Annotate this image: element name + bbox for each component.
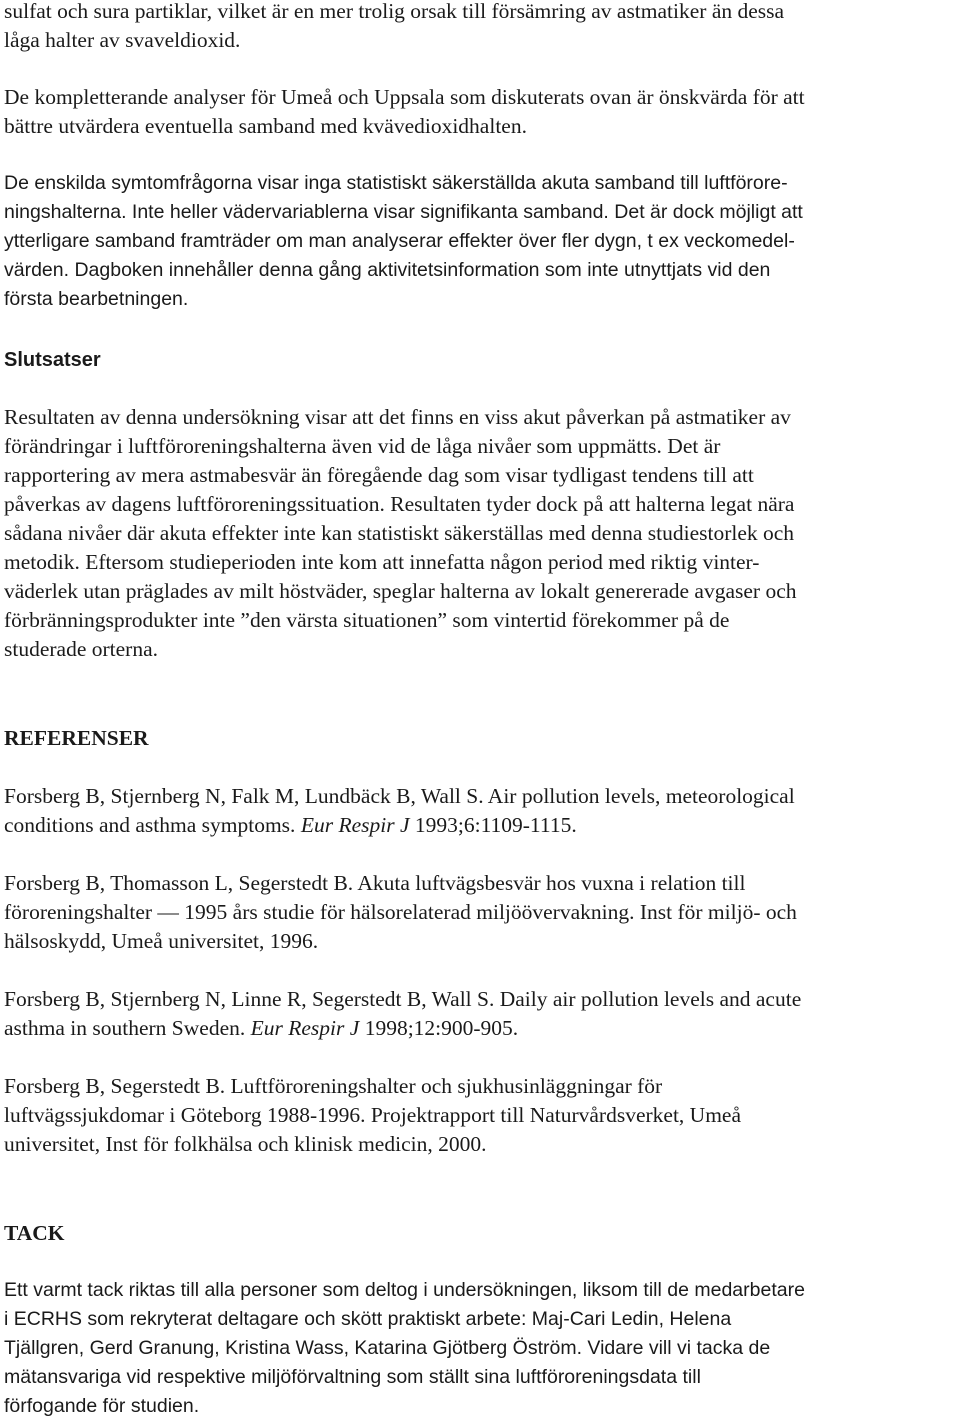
text-line: förfogande för studien. <box>4 1395 200 1417</box>
paragraph-intro <box>4 0 956 55</box>
text-line: Ett varmt tack riktas till alla personer som deltog i undersökningen, liksom till de medarbetare <box>4 1279 805 1301</box>
text-line: Tjällgren, Gerd Granung, Kristina Wass, Katarina Gjötberg Öström. Vidare vill vi tacka de <box>4 1337 771 1359</box>
heading-referenser: REFERENSER <box>4 726 149 750</box>
text-line: Forsberg B, Segerstedt B. Luftföroreningshalter och sjukhusinläggningar för <box>4 1074 663 1098</box>
paragraph-symptoms <box>4 169 956 314</box>
text-line: första bearbetningen. <box>4 288 189 310</box>
text-line: sådana nivåer där akuta effekter inte kan statistiskt säkerställas med denna studiestorlek och <box>4 521 795 545</box>
text-line: studerade orterna. <box>4 637 159 661</box>
text-line: föroreningshalter — 1995 års studie för hälsorelaterad miljöövervakning. Inst för miljö- och <box>4 900 797 924</box>
text-line <box>4 1014 956 1043</box>
text-line: Forsberg B, Thomasson L, Segerstedt B. Akuta luftvägsbesvär hos vuxna i relation till <box>4 871 746 895</box>
text-line: hälsoskydd, Umeå universitet, 1996. <box>4 929 319 953</box>
heading-tack: TACK <box>4 1221 65 1245</box>
text-line: låga halter av svaveldioxid. <box>4 28 241 52</box>
text-line: bättre utvärdera eventuella samband med kvävedioxidhalten. <box>4 114 527 138</box>
paragraph-complement <box>4 83 956 141</box>
journal-name: Eur Respir J <box>300 813 410 837</box>
reference-2 <box>4 869 956 956</box>
text-line: mätansvariga vid respektive miljöförvaltning som ställt sina luftföroreningsdata till <box>4 1366 701 1388</box>
text-line: väderlek utan präglades av milt höstväder, speglar halterna av lokalt genererade avgaser och <box>4 579 797 603</box>
text-line: förändringar i luftföroreningshalterna även vid de låga nivåer som uppmätts. Det är <box>4 434 721 458</box>
text-line: Forsberg B, Stjernberg N, Falk M, Lundbäck B, Wall S. Air pollution levels, meteorological <box>4 784 795 808</box>
text-line: förbränningsprodukter inte ”den värsta situationen” som vintertid förekommer på de <box>4 608 730 632</box>
text-line: luftvägssjukdomar i Göteborg 1988-1996. Projektrapport till Naturvårdsverket, Umeå <box>4 1103 742 1127</box>
paragraph-tack <box>4 1276 956 1421</box>
text-segment: asthma in southern Sweden. <box>4 1016 251 1040</box>
heading-slutsatser: Slutsatser <box>4 349 101 371</box>
text-line: värden. Dagboken innehåller denna gång aktivitetsinformation som inte utnyttjats vid den <box>4 259 771 281</box>
text-line: i ECRHS som rekryterat deltagare och skött praktiskt arbete: Maj-Cari Ledin, Helena <box>4 1308 732 1330</box>
text-segment: 1998;12:900-905. <box>359 1016 519 1040</box>
text-line: rapportering av mera astmabesvär än föregående dag som visar tydligast tendens till att <box>4 463 754 487</box>
text-line: De enskilda symtomfrågorna visar inga statistiskt säkerställda akuta samband till luftförore- <box>4 172 788 194</box>
reference-4 <box>4 1072 956 1159</box>
text-segment: 1993;6:1109-1115. <box>409 813 577 837</box>
text-line: universitet, Inst för folkhälsa och klinisk medicin, 2000. <box>4 1132 487 1156</box>
text-line: ytterligare samband framträder om man analyserar effekter över fler dygn, t ex veckomedel- <box>4 230 795 252</box>
text-line <box>4 811 956 840</box>
text-line: sulfat och sura partiklar, vilket är en mer trolig orsak till försämring av astmatiker än dessa <box>4 0 785 23</box>
reference-3 <box>4 985 956 1043</box>
reference-1 <box>4 782 956 840</box>
text-line: Forsberg B, Stjernberg N, Linne R, Segerstedt B, Wall S. Daily air pollution levels and acute <box>4 987 802 1011</box>
paragraph-conclusions <box>4 403 956 664</box>
text-line: De kompletterande analyser för Umeå och Uppsala som diskuterats ovan är önskvärda för att <box>4 85 805 109</box>
text-line: påverkas av dagens luftföroreningssituation. Resultaten tyder dock på att halterna legat nära <box>4 492 795 516</box>
journal-name: Eur Respir J <box>250 1016 360 1040</box>
text-line: metodik. Eftersom studieperioden inte kom att innefatta någon period med riktig vinter- <box>4 550 760 574</box>
text-line: Resultaten av denna undersökning visar att det finns en viss akut påverkan på astmatiker av <box>4 405 791 429</box>
text-segment: conditions and asthma symptoms. <box>4 813 301 837</box>
text-line: ningshalterna. Inte heller vädervariablerna visar signifikanta samband. Det är dock möjligt att <box>4 201 803 223</box>
